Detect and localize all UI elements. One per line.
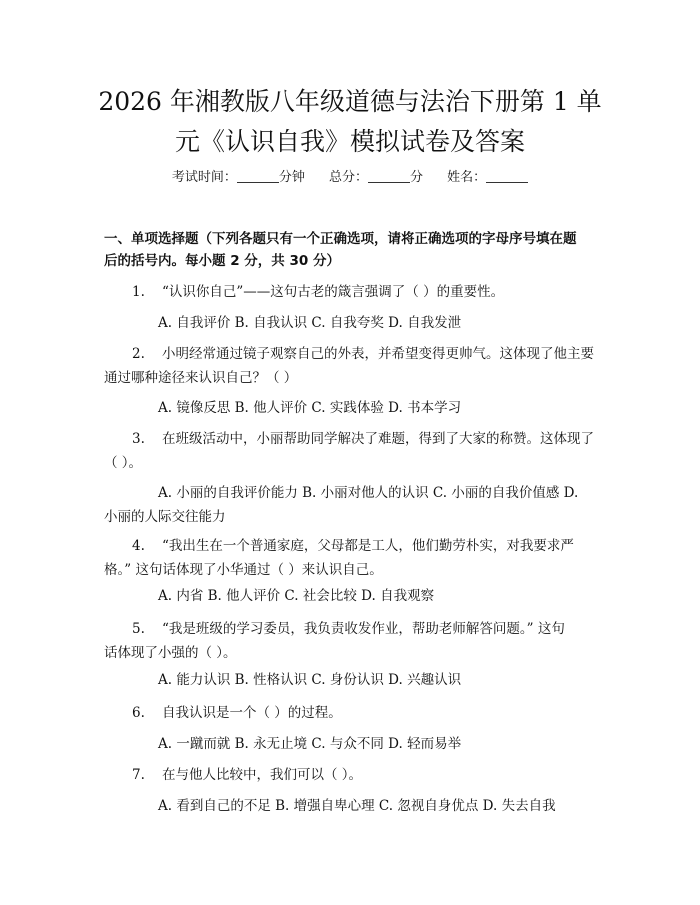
exam-title bbox=[60, 82, 640, 162]
score-blank bbox=[368, 168, 410, 183]
question-text-cont: 话体现了小强的（ ）。 bbox=[104, 645, 237, 661]
question-text: “认识你自己”——这句古老的箴言强调了（ ）的重要性。 bbox=[162, 284, 505, 300]
options-text: A. 自我评价 B. 自我认识 C. 自我夸奖 D. 自我发泄 bbox=[158, 315, 462, 331]
question-2-options bbox=[104, 396, 598, 420]
question-1 bbox=[104, 280, 598, 304]
score-unit: 分 bbox=[410, 170, 424, 185]
question-number: 7. bbox=[132, 767, 145, 783]
name-label: 姓名： bbox=[447, 170, 487, 185]
question-6-options bbox=[104, 732, 598, 756]
question-text-cont: （ ）。 bbox=[104, 455, 143, 471]
section-heading bbox=[104, 228, 604, 272]
section-heading-line-1: 一、单项选择题（下列各题只有一个正确选项，请将正确选项的字母序号填在题 bbox=[104, 231, 577, 247]
options-text: A. 能力认识 B. 性格认识 C. 身份认识 D. 兴趣认识 bbox=[158, 672, 462, 688]
options-text: A. 镜像反思 B. 他人评价 C. 实践体验 D. 书本学习 bbox=[158, 400, 462, 416]
question-text: 在与他人比较中，我们可以（ ）。 bbox=[162, 767, 363, 783]
title-line-2: 元《认识自我》模拟试卷及答案 bbox=[174, 127, 525, 156]
question-number: 1. bbox=[132, 284, 145, 300]
score-field bbox=[329, 168, 423, 188]
question-text-cont: 通过哪种途径来认识自己？（ ） bbox=[104, 370, 298, 386]
question-1-options bbox=[104, 311, 598, 335]
question-7-options bbox=[104, 794, 598, 818]
title-line-1: 2026 年湘教版八年级道德与法治下册第 1 单 bbox=[98, 87, 602, 116]
question-text: 自我认识是一个（ ）的过程。 bbox=[162, 705, 342, 721]
question-3 bbox=[104, 427, 598, 475]
name-field bbox=[447, 168, 528, 188]
question-4 bbox=[104, 534, 598, 582]
options-text-cont: 小丽的人际交往能力 bbox=[104, 509, 226, 525]
question-text: 小明经常通过镜子观察自己的外表，并希望变得更帅气。这体现了他主要 bbox=[162, 346, 594, 362]
time-unit: 分钟 bbox=[278, 170, 305, 185]
name-blank bbox=[486, 168, 528, 183]
score-label: 总分： bbox=[328, 170, 368, 185]
question-6 bbox=[104, 701, 598, 725]
options-text: A. 看到自己的不足 B. 增强自卑心理 C. 忽视自身优点 D. 失去自我 bbox=[158, 798, 556, 814]
question-3-options bbox=[104, 481, 598, 529]
question-text: “我出生在一个普通家庭，父母都是工人，他们勤劳朴实，对我要求严 bbox=[162, 538, 574, 554]
question-number: 2. bbox=[132, 346, 145, 362]
question-2 bbox=[104, 342, 598, 390]
exam-info bbox=[0, 168, 700, 188]
options-text: A. 内省 B. 他人评价 C. 社会比较 D. 自我观察 bbox=[158, 588, 435, 604]
section-heading-line-2: 后的括号内。每小题 2 分，共 30 分） bbox=[104, 253, 340, 269]
time-field bbox=[172, 168, 305, 188]
question-4-options bbox=[104, 584, 598, 608]
question-number: 5. bbox=[132, 621, 145, 637]
time-label: 考试时间： bbox=[171, 170, 237, 185]
question-text-cont: 格。” 这句话体现了小华通过（ ）来认识自己。 bbox=[104, 562, 383, 578]
question-5-options bbox=[104, 668, 598, 692]
question-5 bbox=[104, 617, 598, 665]
question-7 bbox=[104, 763, 598, 787]
question-text: “我是班级的学习委员，我负责收发作业，帮助老师解答问题。” 这句 bbox=[162, 621, 565, 637]
question-text: 在班级活动中，小丽帮助同学解决了难题，得到了大家的称赞。这体现了 bbox=[162, 431, 594, 447]
question-number: 3. bbox=[132, 431, 145, 447]
time-blank bbox=[237, 168, 279, 183]
options-text: A. 小丽的自我评价能力 B. 小丽对他人的认识 C. 小丽的自我价值感 D. bbox=[158, 485, 579, 501]
question-number: 6. bbox=[132, 705, 145, 721]
question-number: 4. bbox=[132, 538, 145, 554]
options-text: A. 一蹴而就 B. 永无止境 C. 与众不同 D. 轻而易举 bbox=[158, 736, 462, 752]
